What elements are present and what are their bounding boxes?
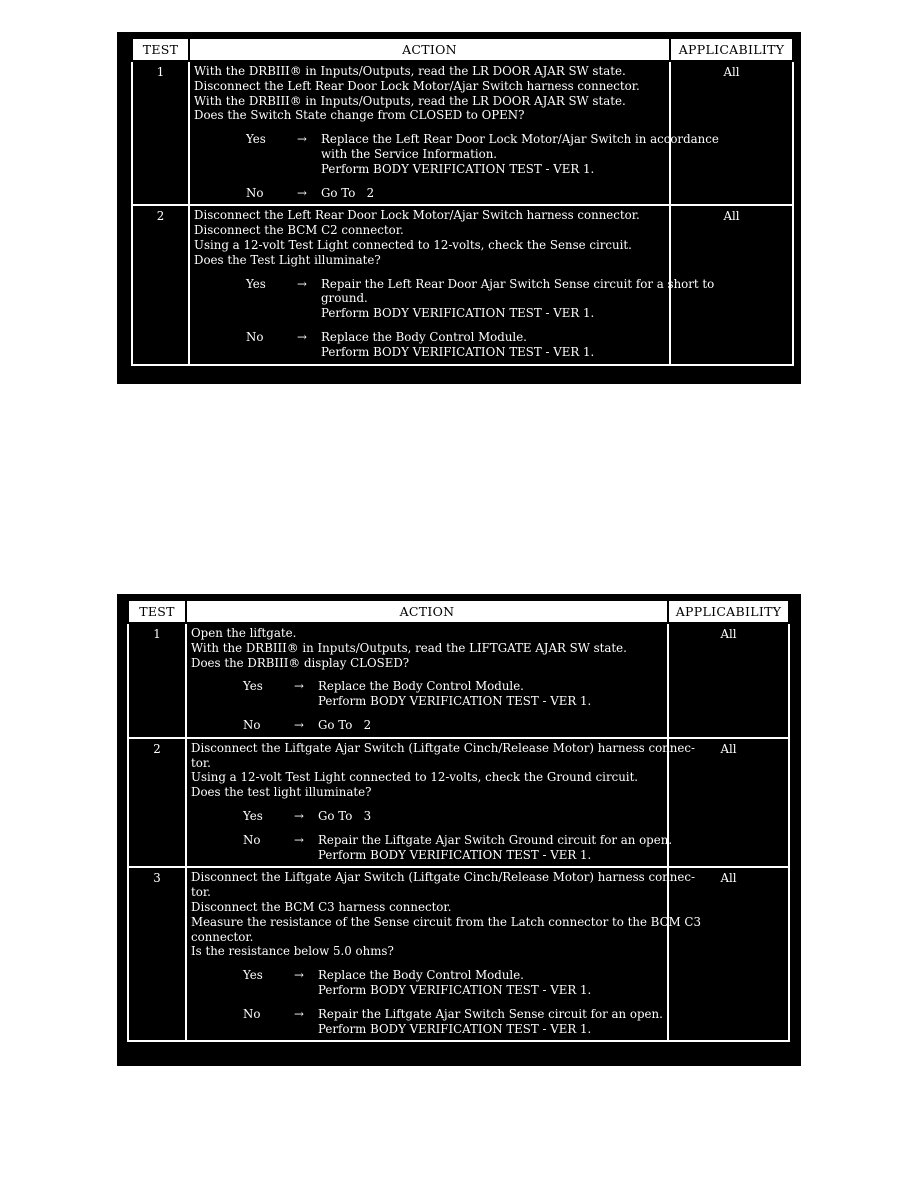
header-test: TEST [132, 38, 189, 61]
step-line: Does the Switch State change from CLOSED to OPEN? [194, 108, 525, 123]
table-row [128, 867, 789, 1041]
step-line: Disconnect the BCM C3 harness connector. [191, 899, 452, 914]
step-line: Does the DRBIII® display CLOSED? [191, 655, 410, 670]
right-arrow-icon: → [294, 717, 304, 732]
header-test: TEST [128, 600, 186, 623]
table-header-row [128, 600, 789, 623]
answer-text: Repair the Liftgate Ajar Switch Sense circuit for an open. Perform BODY VERIFICATION TEST - VER 1. [318, 1006, 663, 1036]
header-applicability: APPLICABILITY [670, 38, 793, 61]
step-line: Using a 12-volt Test Light connected to 12-volts, check the Ground circuit. [191, 770, 639, 785]
answer-no [191, 718, 663, 733]
action-steps [191, 870, 701, 959]
step-line: Measure the resistance of the Sense circuit from the Latch connector to the BCM C3 [191, 914, 701, 929]
table-row [132, 205, 793, 364]
step-line: Disconnect the Liftgate Ajar Switch (Liftgate Cinch/Release Motor) harness connec- [191, 740, 695, 755]
answer-key: Yes [243, 679, 263, 694]
action-cell [189, 205, 715, 364]
right-arrow-icon: → [297, 185, 307, 200]
test-number: 1 [132, 61, 189, 205]
answer-yes [194, 132, 719, 176]
header-action: ACTION [189, 38, 670, 61]
action-steps [191, 740, 695, 800]
answer-no [194, 186, 665, 201]
answer-key: Yes [243, 808, 263, 823]
answer-yes [191, 968, 663, 998]
action-steps [194, 208, 665, 267]
answer-key: No [243, 832, 261, 847]
step-line: tor. [191, 755, 211, 770]
action-cell [186, 738, 695, 868]
action-steps [194, 64, 665, 123]
answer-key: No [246, 329, 264, 344]
answer-yes [191, 679, 663, 709]
table-2 [127, 599, 790, 1042]
answer-text: Replace the Body Control Module. Perform BODY VERIFICATION TEST - VER 1. [318, 679, 592, 709]
step-line: With the DRBIII® in Inputs/Outputs, read the LR DOOR AJAR SW state. [194, 93, 626, 108]
step-line: Disconnect the Left Rear Door Lock Motor/Ajar Switch harness connector. [194, 78, 640, 93]
right-arrow-icon: → [294, 968, 304, 983]
table-row [128, 623, 789, 738]
answer-key: Yes [246, 276, 266, 291]
answer-text: Repair the Left Rear Door Ajar Switch Sense circuit for a short to ground. Perform BODY VERIFICATION TEST - VER 1. [321, 276, 715, 321]
action-cell [189, 61, 719, 205]
answer-text: Go To 3 [318, 808, 372, 823]
answer-text: Replace the Left Rear Door Lock Motor/Ajar Switch in accordance with the Service Information. Perform BODY VERIFICATION TEST - VER 1. [321, 132, 719, 176]
header-action: ACTION [186, 600, 668, 623]
step-line: Disconnect the Left Rear Door Lock Motor/Ajar Switch harness connector. [194, 208, 640, 223]
right-arrow-icon: → [297, 276, 307, 291]
right-arrow-icon: → [294, 679, 304, 694]
applicability-cell: All [668, 867, 789, 1041]
answer-text: Go To 2 [318, 717, 372, 732]
answer-yes [194, 276, 715, 321]
table-1 [131, 37, 794, 366]
action-cell [186, 867, 701, 1041]
right-arrow-icon: → [294, 808, 304, 823]
step-line: Open the liftgate. [191, 626, 297, 640]
answer-key: Yes [243, 968, 263, 983]
applicability-cell: All [668, 738, 789, 868]
answer-yes [191, 809, 663, 824]
step-line: Disconnect the Liftgate Ajar Switch (Liftgate Cinch/Release Motor) harness connec- [191, 870, 695, 885]
applicability-cell: All [668, 623, 789, 738]
step-line: Disconnect the BCM C2 connector. [194, 223, 404, 238]
right-arrow-icon: → [297, 132, 307, 147]
diagnostic-table-2 [117, 594, 801, 1066]
step-line: Does the Test Light illuminate? [194, 252, 381, 267]
step-line: connector. [191, 929, 254, 944]
answer-text: Replace the Body Control Module. Perform BODY VERIFICATION TEST - VER 1. [321, 329, 595, 359]
answer-key: No [246, 185, 264, 200]
answer-text: Go To 2 [321, 185, 375, 200]
applicability-cell: All [670, 61, 793, 205]
test-number: 2 [128, 738, 186, 868]
answer-no [191, 832, 673, 863]
right-arrow-icon: → [294, 1006, 304, 1021]
test-number: 3 [128, 867, 186, 1041]
diagnostic-table-1 [117, 32, 801, 384]
table-header-row [132, 38, 793, 61]
step-line: tor. [191, 885, 211, 900]
right-arrow-icon: → [297, 329, 307, 344]
header-applicability: APPLICABILITY [668, 600, 789, 623]
right-arrow-icon: → [294, 832, 304, 847]
answer-key: Yes [246, 132, 266, 147]
step-line: Is the resistance below 5.0 ohms? [191, 944, 394, 959]
answer-key: No [243, 717, 261, 732]
answer-no [194, 330, 665, 360]
applicability-cell: All [670, 205, 793, 364]
answer-text: Replace the Body Control Module. Perform BODY VERIFICATION TEST - VER 1. [318, 968, 592, 997]
answer-text: Repair the Liftgate Ajar Switch Ground circuit for an open. Perform BODY VERIFICATION TEST - VER 1. [318, 832, 673, 862]
step-line: With the DRBIII® in Inputs/Outputs, read the LIFTGATE AJAR SW state. [191, 640, 627, 655]
test-number: 2 [132, 205, 189, 364]
action-steps [191, 626, 663, 670]
answer-key: No [243, 1006, 261, 1021]
table-row [132, 61, 793, 205]
table-row [128, 738, 789, 868]
test-number: 1 [128, 623, 186, 738]
step-line: With the DRBIII® in Inputs/Outputs, read the LR DOOR AJAR SW state. [194, 64, 626, 78]
answer-no [191, 1007, 663, 1037]
step-line: Does the test light illuminate? [191, 785, 372, 800]
step-line: Using a 12-volt Test Light connected to 12-volts, check the Sense circuit. [194, 237, 632, 252]
action-cell [186, 623, 668, 738]
